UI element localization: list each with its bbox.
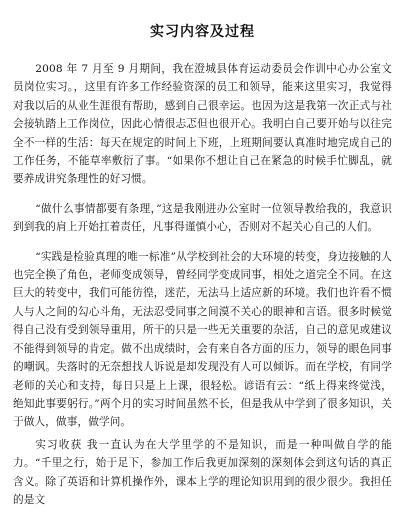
paragraph-internship-gains: 实习收获 我一直认为在大学里学的不是知识，而是一种叫做自学的能力。“千里之行，始于足下，参加工作后我更加深刻的深刻体会到这句话的真正含义。除了英语和计算机操作外，课本上学的理论知识用到的很少很少。我担任的是文 <box>13 438 392 506</box>
document-title: 实习内容及过程 <box>150 24 255 40</box>
paragraph-orderliness: “做什么事情都要有条理，”这是我刚进办公室时一位领导教给我的，我意识到到我的肩上开始扛着责任，凡事得谨慎小心，否则对不起关心自己的人们。 <box>13 202 392 234</box>
paragraph-practice-truth: “实践是检验真理的唯一标准”从学校到社会的大环境的转变，身边接触的人也完全换了角色，老师变成领导，曾经同学变成同事，相处之道完全不同。在这巨大的转变中，我们可能彷徨，迷茫，无法马上适应新的环境。我们也许看不惯人与人之间的勾心斗角，无法忍受同事之间漠不关心的眼神和言语。很多时候觉得自己没有受到领导重用，所干的只是一些无关重要的杂活，自己的意见或建议不能得到领导的肯定。做不出成绩时，会有来自各方面的压力，领导的眼色同事的嘲讽。失落时的无奈想找人诉说是却发现没有人可以倾诉。而在学校，有同学老师的关心和支持，每日只是上上课，很轻松。谚语有云：“纸上得来终觉浅，绝知此事要躬行。”两个月的实习时间虽然不长，但是我从中学到了很多知识，关于做人，做事，做学问。 <box>13 250 392 429</box>
document-body <box>13 60 392 509</box>
paragraph-internship-intro: 2008 年 7 月至 9 月期间，我在澄城县体育运动委员会作训中心办公室文员岗位实习。，这里有许多工作经验资深的员工和领导，能来这里实习，我觉得对我以后的从业生涯很有帮助，感到自己很幸运。也因为这是我第一次正式与社会接轨踏上工作岗位，因此心情很忐忑但也很开心。我明白自己要开始与以往完全不一样的生活：每天在规定的时间上下班，上班期间要认真准时地完成自己的工作任务，不能草率敷衍了事。“如果你不想让自己在紧急的时候手忙脚乱，就要养成讲究条理性的好习惯。 <box>13 63 392 186</box>
